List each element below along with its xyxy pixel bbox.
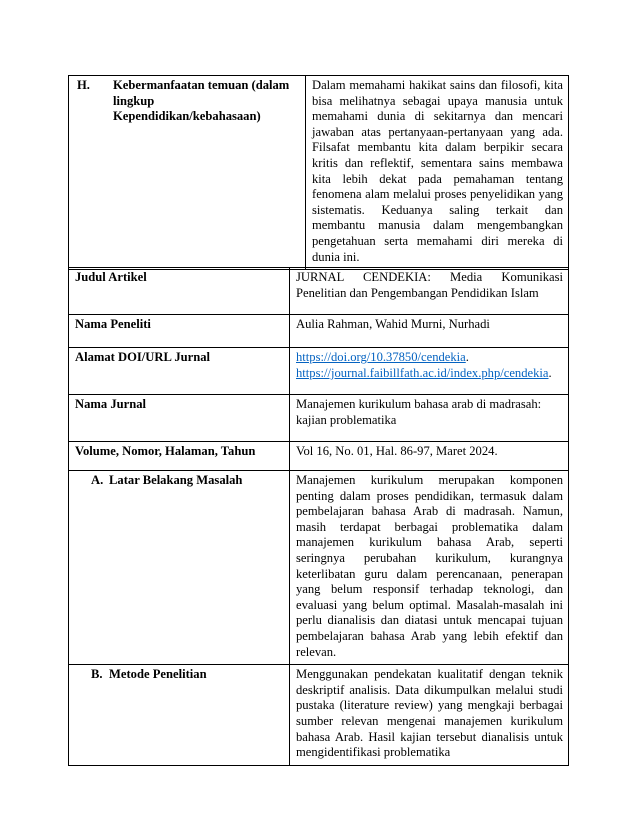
table-row bbox=[69, 471, 569, 665]
section-b-number: B. bbox=[91, 667, 103, 682]
section-h-text: Dalam memahami hakikat sains dan filosofi, kita bisa melihatnya sebagai upaya manusia untuk memahami dunia di sekitarnya dan mencari jawaban atas pertanyaan-pertanyaan yang ada. Filsafat membantu kita dalam berpikir secara kritis dan reflektif, sementara sains membawa kita lebih dekat pada pemahaman tentang fenomena alam melalui proses penyelidikan yang sistematis. Keduanya saling terkait dan membantu manusia dalam mengembangkan pengetahuan serta memahami diri mereka di dunia ini. bbox=[312, 78, 563, 264]
section-b-title: Metode Penelitian bbox=[109, 667, 207, 682]
section-a-text: Manajemen kurikulum merupakan komponen penting dalam proses pendidikan, termasuk dalam pembelajaran bahasa Arab di madrasah. Namun, masih terdapat berbagai problematika dalam manajemen kurikulum bahasa Arab, seperti seringnya perubahan kurikulum, kurangnya keterlibatan guru dalam perencanaan, penerapan yang belum responsif terhadap teknologi, dan evaluasi yang belum optimal. Masalah-masalah ini perlu dianalisis dan diatasi untuk mencapai tujuan pembelajaran bahasa Arab yang lebih efektif dan relevan. bbox=[290, 471, 569, 665]
doi-link[interactable]: https://doi.org/10.37850/cendekia bbox=[296, 350, 466, 364]
section-b-label-cell bbox=[69, 665, 290, 766]
alamat-doi-label: Alamat DOI/URL Jurnal bbox=[69, 348, 290, 395]
section-h-text-cell bbox=[306, 76, 569, 270]
nama-jurnal-label: Nama Jurnal bbox=[69, 395, 290, 442]
section-a-number: A. bbox=[91, 473, 104, 487]
alamat-doi-value bbox=[290, 348, 569, 395]
section-a-title: Latar Belakang Masalah bbox=[109, 473, 243, 487]
table-row bbox=[69, 665, 569, 766]
volume-value: Vol 16, No. 01, Hal. 86-97, Maret 2024. bbox=[290, 442, 569, 471]
article-info-table bbox=[68, 267, 569, 766]
volume-label: Volume, Nomor, Halaman, Tahun bbox=[69, 442, 290, 471]
nama-jurnal-value: Manajemen kurikulum bahasa arab di madrasah: kajian problematika bbox=[290, 395, 569, 442]
table-section-h bbox=[68, 75, 569, 270]
doi-separator: . bbox=[465, 350, 469, 364]
table-row bbox=[69, 395, 569, 442]
url-separator: . bbox=[548, 365, 552, 380]
judul-artikel-value: JURNAL CENDEKIA: Media Komunikasi Penelitian dan Pengembangan Pendidikan Islam bbox=[290, 268, 569, 315]
section-b-text: Menggunakan pendekatan kualitatif dengan teknik deskriptif analisis. Data dikumpulkan melalui studi pustaka (literature review) yang mengkaji berbagai sumber relevan mengenai manajemen kurikulum bahasa Arab. Hasil kajian tersebut dianalisis untuk mengidentifikasi problematika bbox=[290, 665, 569, 766]
section-a-label-cell bbox=[69, 471, 290, 665]
nama-peneliti-value: Aulia Rahman, Wahid Murni, Nurhadi bbox=[290, 315, 569, 348]
table-row bbox=[69, 315, 569, 348]
table-row bbox=[69, 268, 569, 315]
judul-artikel-label: Judul Artikel bbox=[69, 268, 290, 315]
section-h-number: H. bbox=[77, 78, 90, 92]
section-h-title: Kebermanfaatan temuan (dalam lingkup Kependidikan/kebahasaan) bbox=[113, 78, 290, 124]
table-row bbox=[69, 348, 569, 395]
table-row bbox=[69, 442, 569, 471]
section-h-label-cell bbox=[69, 76, 306, 270]
nama-peneliti-label: Nama Peneliti bbox=[69, 315, 290, 348]
journal-url-link[interactable]: https://journal.faibillfath.ac.id/index.php/cendekia bbox=[296, 365, 549, 380]
table-row bbox=[69, 76, 569, 270]
